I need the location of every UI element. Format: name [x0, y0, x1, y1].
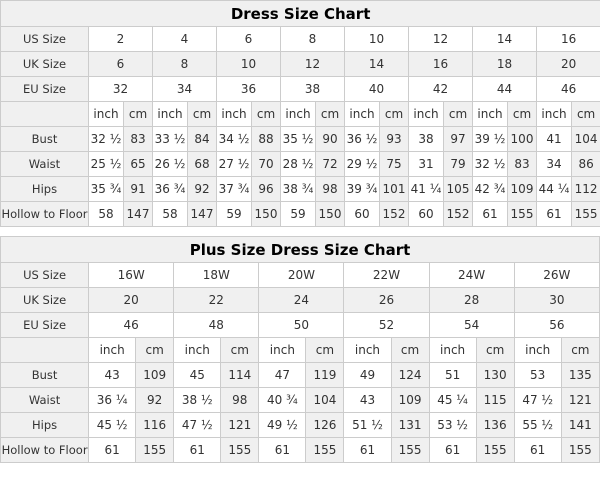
- measure-cm-cell: 124: [391, 363, 429, 388]
- measure-cm-cell: 72: [316, 152, 345, 177]
- measurement-row: [1, 152, 600, 177]
- size-cell: 30: [514, 288, 599, 313]
- size-row: [1, 52, 600, 77]
- measure-inch-cell: 34 ½: [217, 127, 252, 152]
- measure-inch-cell: 36 ½: [345, 127, 380, 152]
- measure-cm-cell: 152: [380, 202, 409, 227]
- measure-cm-cell: 150: [252, 202, 281, 227]
- measure-inch-cell: 36 ¼: [89, 388, 136, 413]
- unit-inch-cell: inch: [259, 338, 306, 363]
- measure-inch-cell: 49 ½: [259, 413, 306, 438]
- size-cell: 12: [409, 27, 473, 52]
- measure-cm-cell: 79: [444, 152, 473, 177]
- measure-inch-cell: 37 ¾: [217, 177, 252, 202]
- measure-cm-cell: 83: [124, 127, 153, 152]
- row-label: EU Size: [1, 77, 89, 102]
- size-cell: 12: [281, 52, 345, 77]
- size-cell: 4: [153, 27, 217, 52]
- measure-cm-cell: 86: [572, 152, 600, 177]
- measure-cm-cell: 92: [188, 177, 217, 202]
- size-cell: 8: [281, 27, 345, 52]
- measure-inch-cell: 33 ½: [153, 127, 188, 152]
- measure-inch-cell: 32 ½: [89, 127, 124, 152]
- row-label: US Size: [1, 263, 89, 288]
- measure-inch-cell: 53 ½: [429, 413, 476, 438]
- measure-inch-cell: 61: [174, 438, 221, 463]
- measure-cm-cell: 91: [124, 177, 153, 202]
- measure-cm-cell: 121: [561, 388, 599, 413]
- measure-cm-cell: 104: [306, 388, 344, 413]
- size-cell: 10: [345, 27, 409, 52]
- measure-cm-cell: 155: [508, 202, 537, 227]
- size-row: [1, 313, 600, 338]
- measure-cm-cell: 147: [124, 202, 153, 227]
- size-cell: 36: [217, 77, 281, 102]
- size-cell: 8: [153, 52, 217, 77]
- measure-cm-cell: 119: [306, 363, 344, 388]
- table-title-row: [1, 237, 600, 263]
- unit-cm-cell: cm: [444, 102, 473, 127]
- measure-inch-cell: 58: [89, 202, 124, 227]
- measure-cm-cell: 70: [252, 152, 281, 177]
- measure-inch-cell: 31: [409, 152, 444, 177]
- measure-inch-cell: 25 ½: [89, 152, 124, 177]
- row-label: UK Size: [1, 288, 89, 313]
- row-label: [1, 102, 89, 127]
- measure-inch-cell: 27 ½: [217, 152, 252, 177]
- measurement-row: [1, 127, 600, 152]
- row-label: EU Size: [1, 313, 89, 338]
- measure-inch-cell: 59: [281, 202, 316, 227]
- size-row: [1, 263, 600, 288]
- measure-cm-cell: 75: [380, 152, 409, 177]
- measure-inch-cell: 41: [537, 127, 572, 152]
- unit-header-row: [1, 338, 600, 363]
- size-cell: 52: [344, 313, 429, 338]
- measure-cm-cell: 83: [508, 152, 537, 177]
- measure-inch-cell: 61: [344, 438, 391, 463]
- size-cell: 22: [174, 288, 259, 313]
- measure-inch-cell: 43: [89, 363, 136, 388]
- measure-cm-cell: 109: [508, 177, 537, 202]
- size-cell: 18: [473, 52, 537, 77]
- measure-inch-cell: 36 ¾: [153, 177, 188, 202]
- size-cell: 26: [344, 288, 429, 313]
- unit-cm-cell: cm: [188, 102, 217, 127]
- unit-header-row: [1, 102, 600, 127]
- measure-cm-cell: 155: [221, 438, 259, 463]
- measure-inch-cell: 42 ¾: [473, 177, 508, 202]
- size-cell: 22W: [344, 263, 429, 288]
- measure-inch-cell: 61: [259, 438, 306, 463]
- size-cell: 20W: [259, 263, 344, 288]
- unit-inch-cell: inch: [409, 102, 444, 127]
- measure-cm-cell: 68: [188, 152, 217, 177]
- row-label: Hollow to Floor: [1, 438, 89, 463]
- measure-inch-cell: 38 ½: [174, 388, 221, 413]
- size-cell: 48: [174, 313, 259, 338]
- measure-cm-cell: 155: [476, 438, 514, 463]
- measure-cm-cell: 155: [561, 438, 599, 463]
- unit-cm-cell: cm: [221, 338, 259, 363]
- measure-cm-cell: 135: [561, 363, 599, 388]
- measurement-row: [1, 413, 600, 438]
- measure-inch-cell: 45 ½: [89, 413, 136, 438]
- measure-inch-cell: 61: [429, 438, 476, 463]
- measure-inch-cell: 40 ¾: [259, 388, 306, 413]
- size-row: [1, 288, 600, 313]
- size-cell: 32: [89, 77, 153, 102]
- size-row: [1, 77, 600, 102]
- measure-inch-cell: 47 ½: [514, 388, 561, 413]
- measure-inch-cell: 51 ½: [344, 413, 391, 438]
- unit-cm-cell: cm: [572, 102, 600, 127]
- measure-inch-cell: 44 ¼: [537, 177, 572, 202]
- measure-cm-cell: 88: [252, 127, 281, 152]
- measure-cm-cell: 155: [391, 438, 429, 463]
- measure-cm-cell: 100: [508, 127, 537, 152]
- measure-cm-cell: 126: [306, 413, 344, 438]
- measure-inch-cell: 53: [514, 363, 561, 388]
- measure-inch-cell: 60: [409, 202, 444, 227]
- measure-inch-cell: 61: [473, 202, 508, 227]
- unit-cm-cell: cm: [252, 102, 281, 127]
- measure-inch-cell: 47 ½: [174, 413, 221, 438]
- measure-cm-cell: 65: [124, 152, 153, 177]
- measure-cm-cell: 152: [444, 202, 473, 227]
- unit-cm-cell: cm: [316, 102, 345, 127]
- measure-inch-cell: 26 ½: [153, 152, 188, 177]
- measure-cm-cell: 155: [136, 438, 174, 463]
- size-cell: 6: [217, 27, 281, 52]
- unit-cm-cell: cm: [380, 102, 409, 127]
- measure-cm-cell: 147: [188, 202, 217, 227]
- size-cell: 18W: [174, 263, 259, 288]
- row-label: Hips: [1, 413, 89, 438]
- measure-cm-cell: 131: [391, 413, 429, 438]
- measure-inch-cell: 35 ¾: [89, 177, 124, 202]
- measurement-row: [1, 438, 600, 463]
- measure-cm-cell: 109: [136, 363, 174, 388]
- measure-inch-cell: 29 ½: [345, 152, 380, 177]
- size-cell: 56: [514, 313, 599, 338]
- measure-cm-cell: 84: [188, 127, 217, 152]
- measure-inch-cell: 38: [409, 127, 444, 152]
- measurement-row: [1, 363, 600, 388]
- measure-inch-cell: 61: [514, 438, 561, 463]
- row-label: UK Size: [1, 52, 89, 77]
- size-cell: 16: [537, 27, 600, 52]
- measure-inch-cell: 60: [345, 202, 380, 227]
- unit-inch-cell: inch: [174, 338, 221, 363]
- row-label: [1, 338, 89, 363]
- size-cell: 38: [281, 77, 345, 102]
- measure-inch-cell: 39 ½: [473, 127, 508, 152]
- unit-cm-cell: cm: [508, 102, 537, 127]
- measure-cm-cell: 155: [572, 202, 600, 227]
- measure-inch-cell: 45 ¼: [429, 388, 476, 413]
- plus-size-dress-size-chart-table: [0, 236, 600, 463]
- measure-cm-cell: 93: [380, 127, 409, 152]
- size-cell: 20: [537, 52, 600, 77]
- unit-inch-cell: inch: [345, 102, 380, 127]
- size-cell: 20: [89, 288, 174, 313]
- unit-cm-cell: cm: [124, 102, 153, 127]
- measure-cm-cell: 98: [316, 177, 345, 202]
- measure-cm-cell: 105: [444, 177, 473, 202]
- measure-inch-cell: 49: [344, 363, 391, 388]
- size-cell: 14: [345, 52, 409, 77]
- measure-cm-cell: 104: [572, 127, 600, 152]
- size-cell: 34: [153, 77, 217, 102]
- size-cell: 6: [89, 52, 153, 77]
- row-label: Waist: [1, 388, 89, 413]
- unit-inch-cell: inch: [153, 102, 188, 127]
- size-cell: 46: [537, 77, 600, 102]
- table-title-row: [1, 1, 600, 27]
- table-title: Dress Size Chart: [1, 1, 600, 27]
- unit-inch-cell: inch: [537, 102, 572, 127]
- measure-inch-cell: 39 ¾: [345, 177, 380, 202]
- unit-inch-cell: inch: [217, 102, 252, 127]
- measure-cm-cell: 141: [561, 413, 599, 438]
- measure-cm-cell: 98: [221, 388, 259, 413]
- measure-cm-cell: 114: [221, 363, 259, 388]
- measure-inch-cell: 43: [344, 388, 391, 413]
- size-cell: 40: [345, 77, 409, 102]
- measure-inch-cell: 58: [153, 202, 188, 227]
- unit-inch-cell: inch: [281, 102, 316, 127]
- size-cell: 16: [409, 52, 473, 77]
- dress-size-chart-table: [0, 0, 600, 227]
- measure-cm-cell: 90: [316, 127, 345, 152]
- unit-inch-cell: inch: [344, 338, 391, 363]
- measure-cm-cell: 109: [391, 388, 429, 413]
- measure-cm-cell: 150: [316, 202, 345, 227]
- measure-inch-cell: 35 ½: [281, 127, 316, 152]
- measure-inch-cell: 45: [174, 363, 221, 388]
- size-cell: 42: [409, 77, 473, 102]
- unit-cm-cell: cm: [391, 338, 429, 363]
- row-label: US Size: [1, 27, 89, 52]
- measure-cm-cell: 130: [476, 363, 514, 388]
- measure-cm-cell: 116: [136, 413, 174, 438]
- row-label: Hollow to Floor: [1, 202, 89, 227]
- size-cell: 24W: [429, 263, 514, 288]
- measurement-row: [1, 202, 600, 227]
- measure-cm-cell: 92: [136, 388, 174, 413]
- size-cell: 24: [259, 288, 344, 313]
- unit-inch-cell: inch: [429, 338, 476, 363]
- size-cell: 28: [429, 288, 514, 313]
- row-label: Waist: [1, 152, 89, 177]
- unit-inch-cell: inch: [473, 102, 508, 127]
- measure-inch-cell: 47: [259, 363, 306, 388]
- measure-inch-cell: 61: [89, 438, 136, 463]
- size-cell: 26W: [514, 263, 599, 288]
- measure-inch-cell: 55 ½: [514, 413, 561, 438]
- measurement-row: [1, 177, 600, 202]
- size-cell: 44: [473, 77, 537, 102]
- measurement-row: [1, 388, 600, 413]
- size-cell: 54: [429, 313, 514, 338]
- row-label: Bust: [1, 363, 89, 388]
- unit-inch-cell: inch: [514, 338, 561, 363]
- row-label: Bust: [1, 127, 89, 152]
- measure-cm-cell: 96: [252, 177, 281, 202]
- size-cell: 50: [259, 313, 344, 338]
- unit-inch-cell: inch: [89, 338, 136, 363]
- measure-inch-cell: 59: [217, 202, 252, 227]
- unit-cm-cell: cm: [136, 338, 174, 363]
- row-label: Hips: [1, 177, 89, 202]
- measure-cm-cell: 136: [476, 413, 514, 438]
- size-cell: 16W: [89, 263, 174, 288]
- size-cell: 10: [217, 52, 281, 77]
- unit-inch-cell: inch: [89, 102, 124, 127]
- unit-cm-cell: cm: [306, 338, 344, 363]
- measure-cm-cell: 121: [221, 413, 259, 438]
- size-row: [1, 27, 600, 52]
- measure-inch-cell: 28 ½: [281, 152, 316, 177]
- measure-inch-cell: 38 ¾: [281, 177, 316, 202]
- measure-inch-cell: 41 ¼: [409, 177, 444, 202]
- size-cell: 14: [473, 27, 537, 52]
- measure-cm-cell: 112: [572, 177, 600, 202]
- size-cell: 2: [89, 27, 153, 52]
- unit-cm-cell: cm: [476, 338, 514, 363]
- unit-cm-cell: cm: [561, 338, 599, 363]
- measure-inch-cell: 51: [429, 363, 476, 388]
- measure-inch-cell: 34: [537, 152, 572, 177]
- measure-inch-cell: 32 ½: [473, 152, 508, 177]
- measure-cm-cell: 155: [306, 438, 344, 463]
- measure-cm-cell: 97: [444, 127, 473, 152]
- measure-cm-cell: 115: [476, 388, 514, 413]
- measure-cm-cell: 101: [380, 177, 409, 202]
- table-title: Plus Size Dress Size Chart: [1, 237, 600, 263]
- measure-inch-cell: 61: [537, 202, 572, 227]
- size-cell: 46: [89, 313, 174, 338]
